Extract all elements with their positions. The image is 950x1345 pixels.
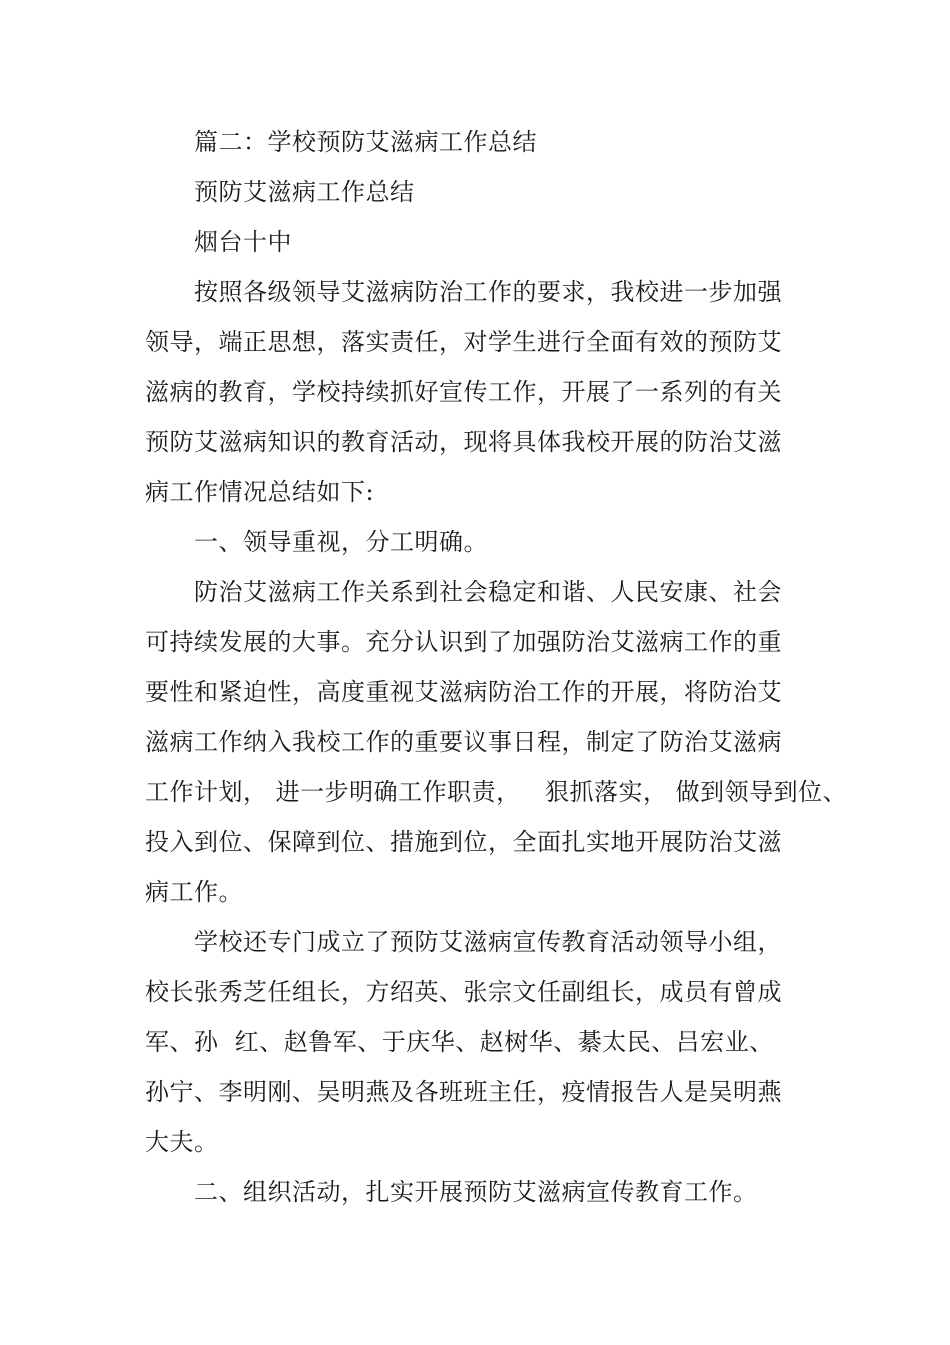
section-title: 篇二：学校预防艾滋病工作总结 — [194, 128, 537, 156]
paragraph-line: 大夫。 — [145, 1128, 219, 1156]
document-title: 预防艾滋病工作总结 — [194, 178, 415, 206]
paragraph-line: 学校还专门成立了预防艾滋病宣传教育活动领导小组， — [194, 928, 782, 956]
paragraph-line: 军、孙 红、赵鲁军、于庆华、赵树华、綦太民、吕宏业、 — [145, 1028, 774, 1056]
paragraph-line: 工作计划， 进一步明确工作职责， 狠抓落实， 做到领导到位、 — [145, 778, 848, 806]
paragraph-line: 可持续发展的大事。充分认识到了加强防治艾滋病工作的重 — [145, 628, 782, 656]
heading-1: 一、领导重视，分工明确。 — [194, 528, 488, 556]
paragraph-line: 预防艾滋病知识的教育活动，现将具体我校开展的防治艾滋 — [145, 428, 782, 456]
paragraph-line: 病工作。 — [145, 878, 243, 906]
paragraph-line: 要性和紧迫性，高度重视艾滋病防治工作的开展，将防治艾 — [145, 678, 782, 706]
paragraph-line: 病工作情况总结如下: — [145, 478, 375, 506]
paragraph-line: 滋病工作纳入我校工作的重要议事日程，制定了防治艾滋病 — [145, 728, 782, 756]
paragraph-line: 按照各级领导艾滋病防治工作的要求，我校进一步加强 — [194, 278, 782, 306]
document-author: 烟台十中 — [194, 228, 292, 256]
paragraph-line: 防治艾滋病工作关系到社会稳定和谐、人民安康、社会 — [194, 578, 782, 606]
paragraph-line: 校长张秀芝任组长，方绍英、张宗文任副组长，成员有曾成 — [145, 978, 782, 1006]
paragraph-line: 滋病的教育，学校持续抓好宣传工作，开展了一系列的有关 — [145, 378, 782, 406]
heading-2: 二、组织活动，扎实开展预防艾滋病宣传教育工作。 — [194, 1178, 758, 1206]
paragraph-line: 领导，端正思想，落实责任，对学生进行全面有效的预防艾 — [145, 328, 782, 356]
paragraph-line: 孙宁、李明刚、吴明燕及各班班主任，疫情报告人是吴明燕 — [145, 1078, 782, 1106]
paragraph-line: 投入到位、保障到位、措施到位，全面扎实地开展防治艾滋 — [145, 828, 782, 856]
